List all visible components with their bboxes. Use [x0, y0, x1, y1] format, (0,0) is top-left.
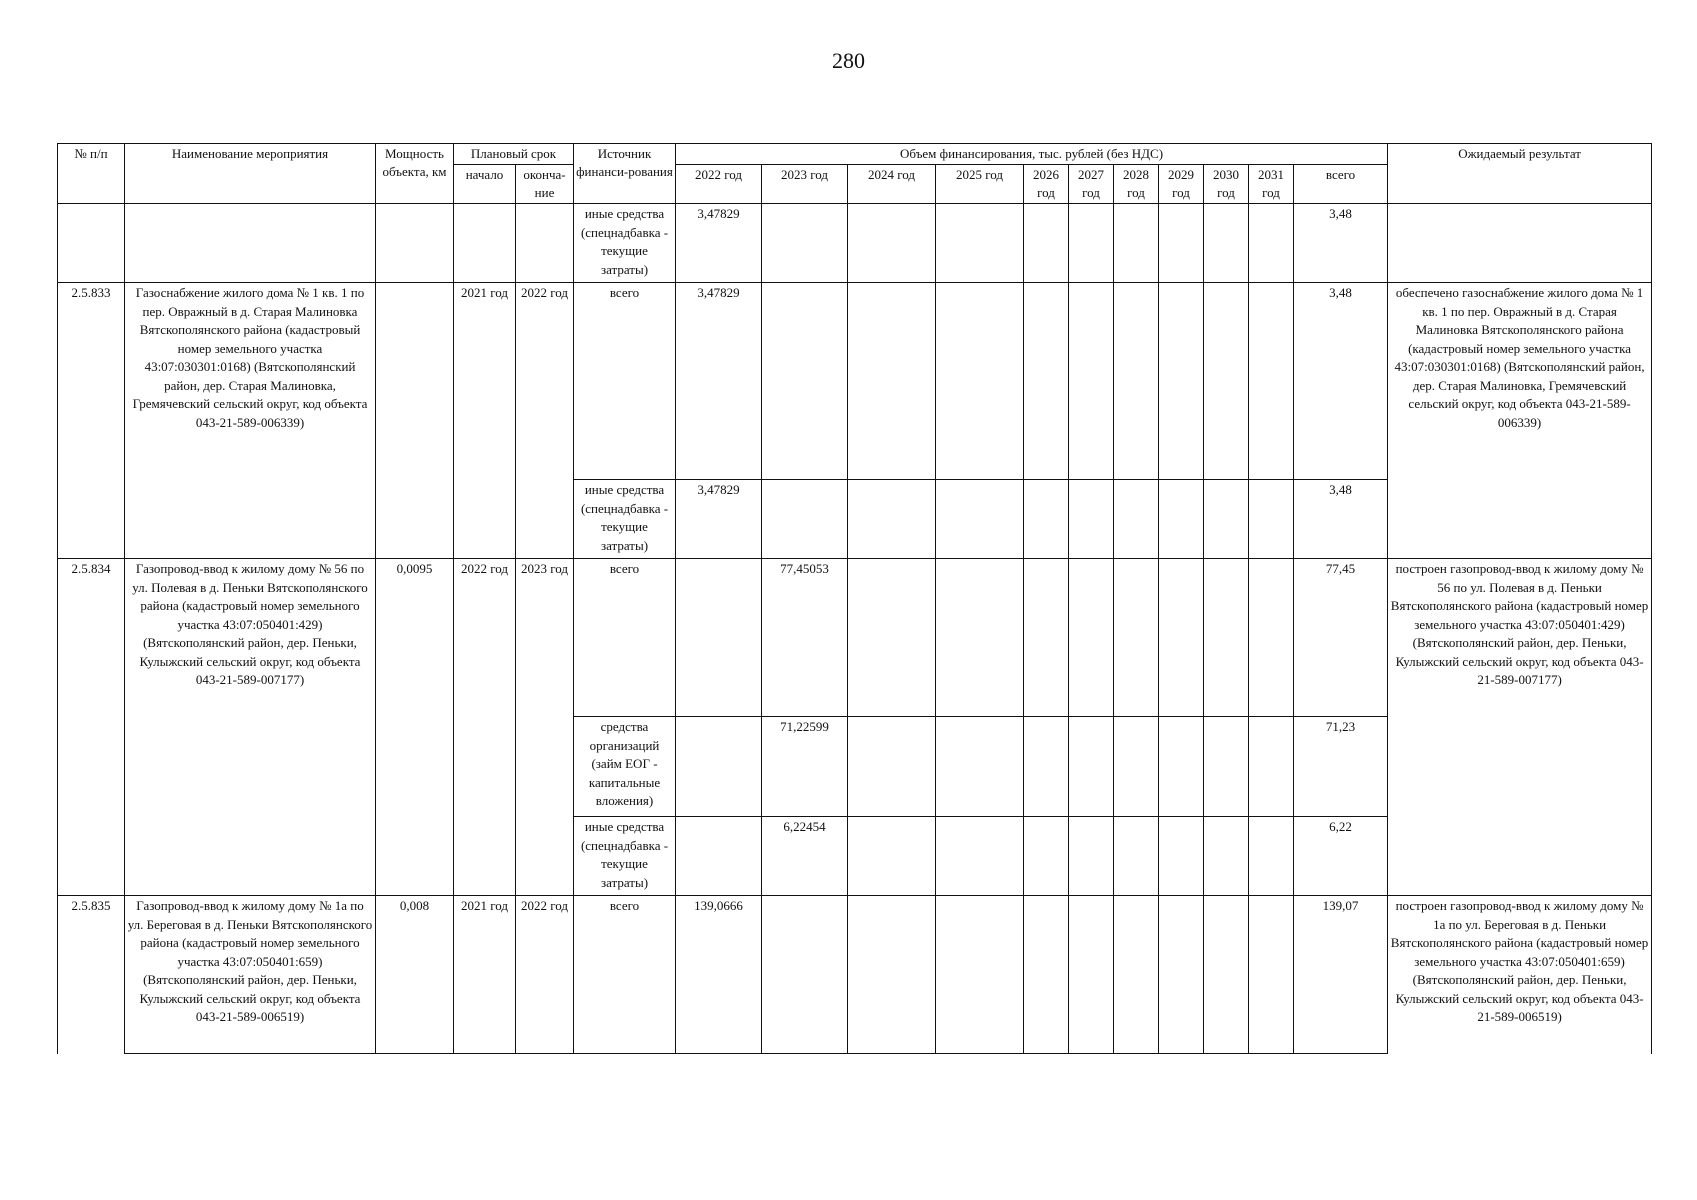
header-year-2029: 2029 год: [1159, 165, 1204, 204]
value-total: 3,48: [1294, 480, 1388, 559]
source-cell: всего: [574, 559, 676, 717]
value-2022: [676, 717, 762, 817]
header-year-2026: 2026 год: [1024, 165, 1069, 204]
value-2022: 3,47829: [676, 480, 762, 559]
item-capacity: 0,008: [376, 896, 454, 1054]
item-start: 2021 год: [454, 283, 516, 559]
header-year-2027: 2027 год: [1069, 165, 1114, 204]
item-num: 2.5.835: [58, 896, 125, 1054]
header-year-2022: 2022 год: [676, 165, 762, 204]
value-2023: [762, 283, 848, 480]
header-num: № п/п: [58, 144, 125, 204]
value-total: 6,22: [1294, 817, 1388, 896]
header-year-2025: 2025 год: [936, 165, 1024, 204]
item-capacity: 0,0095: [376, 559, 454, 896]
value-total: 77,45: [1294, 559, 1388, 717]
source-cell: всего: [574, 896, 676, 1054]
source-cell: средства организаций (займ ЕОГ - капитальные вложения): [574, 717, 676, 817]
value-2023: 77,45053: [762, 559, 848, 717]
value-2022: [676, 817, 762, 896]
header-year-2023: 2023 год: [762, 165, 848, 204]
item-num: 2.5.834: [58, 559, 125, 896]
header-start: начало: [454, 165, 516, 204]
source-cell: иные средства (спецнадбавка - текущие затраты): [574, 204, 676, 283]
header-year-2028: 2028 год: [1114, 165, 1159, 204]
item-name: Газоснабжение жилого дома № 1 кв. 1 по пер. Овражный в д. Старая Малиновка Вятскополянского района (кадастровый номер земельного участка 43:07:030301:0168) (Вятскополянский район, дер. Старая Малиновка, Гремячевский сельский округ, код объекта 043-21-589-006339): [125, 283, 376, 559]
item-name: Газопровод-ввод к жилому дому № 1а по ул. Береговая в д. Пеньки Вятскополянского района (кадастровый номер земельного участка 43:07:050401:659) (Вятскополянский район, дер. Пеньки, Кулыжский сельский округ, код объекта 043-21-589-006519): [125, 896, 376, 1054]
value-total: 3,48: [1294, 283, 1388, 480]
item-start: 2021 год: [454, 896, 516, 1054]
header-capacity: Мощность объекта, км: [376, 144, 454, 204]
value-2022: 3,47829: [676, 283, 762, 480]
source-cell: всего: [574, 283, 676, 480]
value-2023: 71,22599: [762, 717, 848, 817]
item-start: 2022 год: [454, 559, 516, 896]
value-2023: [762, 480, 848, 559]
table-row: [58, 204, 1652, 283]
value-2022: 139,0666: [676, 896, 762, 1054]
header-volume: Объем финансирования, тыс. рублей (без НДС): [676, 144, 1388, 165]
table-row: [58, 896, 1652, 1054]
table-header: [58, 144, 1652, 204]
header-year-2031: 2031 год: [1249, 165, 1294, 204]
value-2023: [762, 896, 848, 1054]
table-row: [58, 559, 1652, 717]
header-total: всего: [1294, 165, 1388, 204]
header-year-2030: 2030 год: [1204, 165, 1249, 204]
value-total: 139,07: [1294, 896, 1388, 1054]
value-2022: 3,47829: [676, 204, 762, 283]
item-name: Газопровод-ввод к жилому дому № 56 по ул. Полевая в д. Пеньки Вятскополянского района (кадастровый номер земельного участка 43:07:050401:429) (Вятскополянский район, дер. Пеньки, Кулыжский сельский округ, код объекта 043-21-589-007177): [125, 559, 376, 896]
header-year-2024: 2024 год: [848, 165, 936, 204]
value-2023: 6,22454: [762, 817, 848, 896]
header-result: Ожидаемый результат: [1388, 144, 1652, 204]
source-cell: иные средства (спецнадбавка - текущие затраты): [574, 817, 676, 896]
header-end: оконча-ние: [516, 165, 574, 204]
financing-table: [57, 143, 1652, 1054]
header-source: Источник финанси-рования: [574, 144, 676, 204]
item-end: 2022 год: [516, 283, 574, 559]
item-num: 2.5.833: [58, 283, 125, 559]
item-result: построен газопровод-ввод к жилому дому № 1а по ул. Береговая в д. Пеньки Вятскополянского района (кадастровый номер земельного участка 43:07:050401:659) (Вятскополянский район, дер. Пеньки, Кулыжский сельский округ, код объекта 043-21-589-006519): [1388, 896, 1652, 1054]
item-result: построен газопровод-ввод к жилому дому № 56 по ул. Полевая в д. Пеньки Вятскополянского района (кадастровый номер земельного участка 43:07:050401:429) (Вятскополянский район, дер. Пеньки, Кулыжский сельский округ, код объекта 043-21-589-007177): [1388, 559, 1652, 896]
item-end: 2022 год: [516, 896, 574, 1054]
source-cell: иные средства (спецнадбавка - текущие затраты): [574, 480, 676, 559]
item-end: 2023 год: [516, 559, 574, 896]
header-period: Плановый срок: [454, 144, 574, 165]
header-name: Наименование мероприятия: [125, 144, 376, 204]
page-number: 280: [832, 48, 865, 73]
item-capacity: [376, 283, 454, 559]
value-2022: [676, 559, 762, 717]
table-row: [58, 283, 1652, 480]
value-total: 71,23: [1294, 717, 1388, 817]
item-result: обеспечено газоснабжение жилого дома № 1 кв. 1 по пер. Овражный в д. Старая Малиновка Вятскополянского района (кадастровый номер земельного участка 43:07:030301:0168) (Вятскополянский район, дер. Старая Малиновка, Гремячевский сельский округ, код объекта 043-21-589-006339): [1388, 283, 1652, 559]
value-total: 3,48: [1294, 204, 1388, 283]
